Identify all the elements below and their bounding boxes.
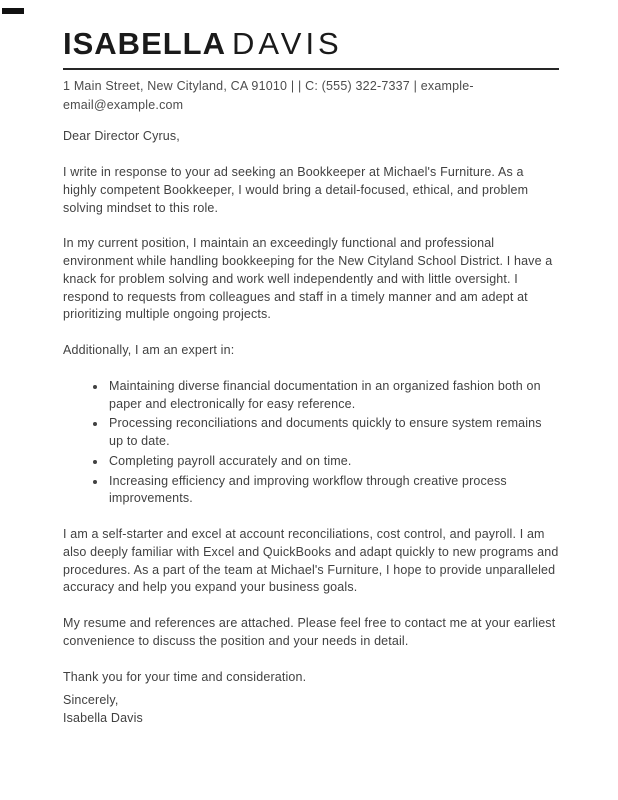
expertise-item: • Maintaining diverse financial documentation in an organized fashion both on paper and electronically for easy reference.	[107, 378, 559, 414]
letter-body	[63, 128, 559, 728]
expertise-item: • Increasing efficiency and improving workflow through creative process improvements.	[107, 473, 559, 509]
expertise-item: • Processing reconciliations and documents quickly to ensure system remains up to date.	[107, 415, 559, 451]
contact-info: 1 Main Street, New Cityland, CA 91010 | | C: (555) 322-7337 | example-email@example.com	[63, 78, 474, 112]
expertise-item: • Completing payroll accurately and on time.	[107, 453, 559, 471]
paragraph-skills: I am a self-starter and excel at account reconciliations, cost control, and payroll. I am also deeply familiar with Excel and QuickBooks and adapt quickly to new programs and procedures. As a part of the team at Michael's Furniture, I hope to provide unparalleled accuracy and help you expand your business goals.	[63, 527, 559, 595]
paragraph-resume-attached: My resume and references are attached. Please feel free to contact me at your earliest convenience to discuss the position and your needs in detail.	[63, 616, 556, 648]
expert-intro: Additionally, I am an expert in:	[63, 343, 235, 358]
valediction: Sincerely,	[63, 693, 119, 708]
paragraph-intro: I write in response to your ad seeking an Bookkeeper at Michael's Furniture. As a highly competent Bookkeeper, I would bring a detail-focused, ethical, and problem solving mindset to this role.	[63, 165, 529, 215]
page-corner-mark	[2, 8, 24, 14]
last-name: DAVIS	[232, 26, 343, 61]
letterhead-rule	[63, 68, 559, 70]
expertise-list	[63, 378, 559, 508]
letterhead-name	[63, 28, 559, 61]
thanks-line: Thank you for your time and consideration.	[63, 669, 307, 684]
salutation: Dear Director Cyrus,	[63, 129, 180, 144]
letter-content	[63, 28, 559, 746]
signature-name: Isabella Davis	[63, 711, 143, 726]
paragraph-current-position: In my current position, I maintain an exceedingly functional and professional environment while handling bookkeeping for the New Cityland School District. I have a knack for problem solving and work well independently and with little oversight. I respond to requests from colleagues and staff in a timely manner and am adept at prioritizing multiple ongoing projects.	[63, 236, 553, 322]
first-name: ISABELLA	[63, 26, 226, 61]
